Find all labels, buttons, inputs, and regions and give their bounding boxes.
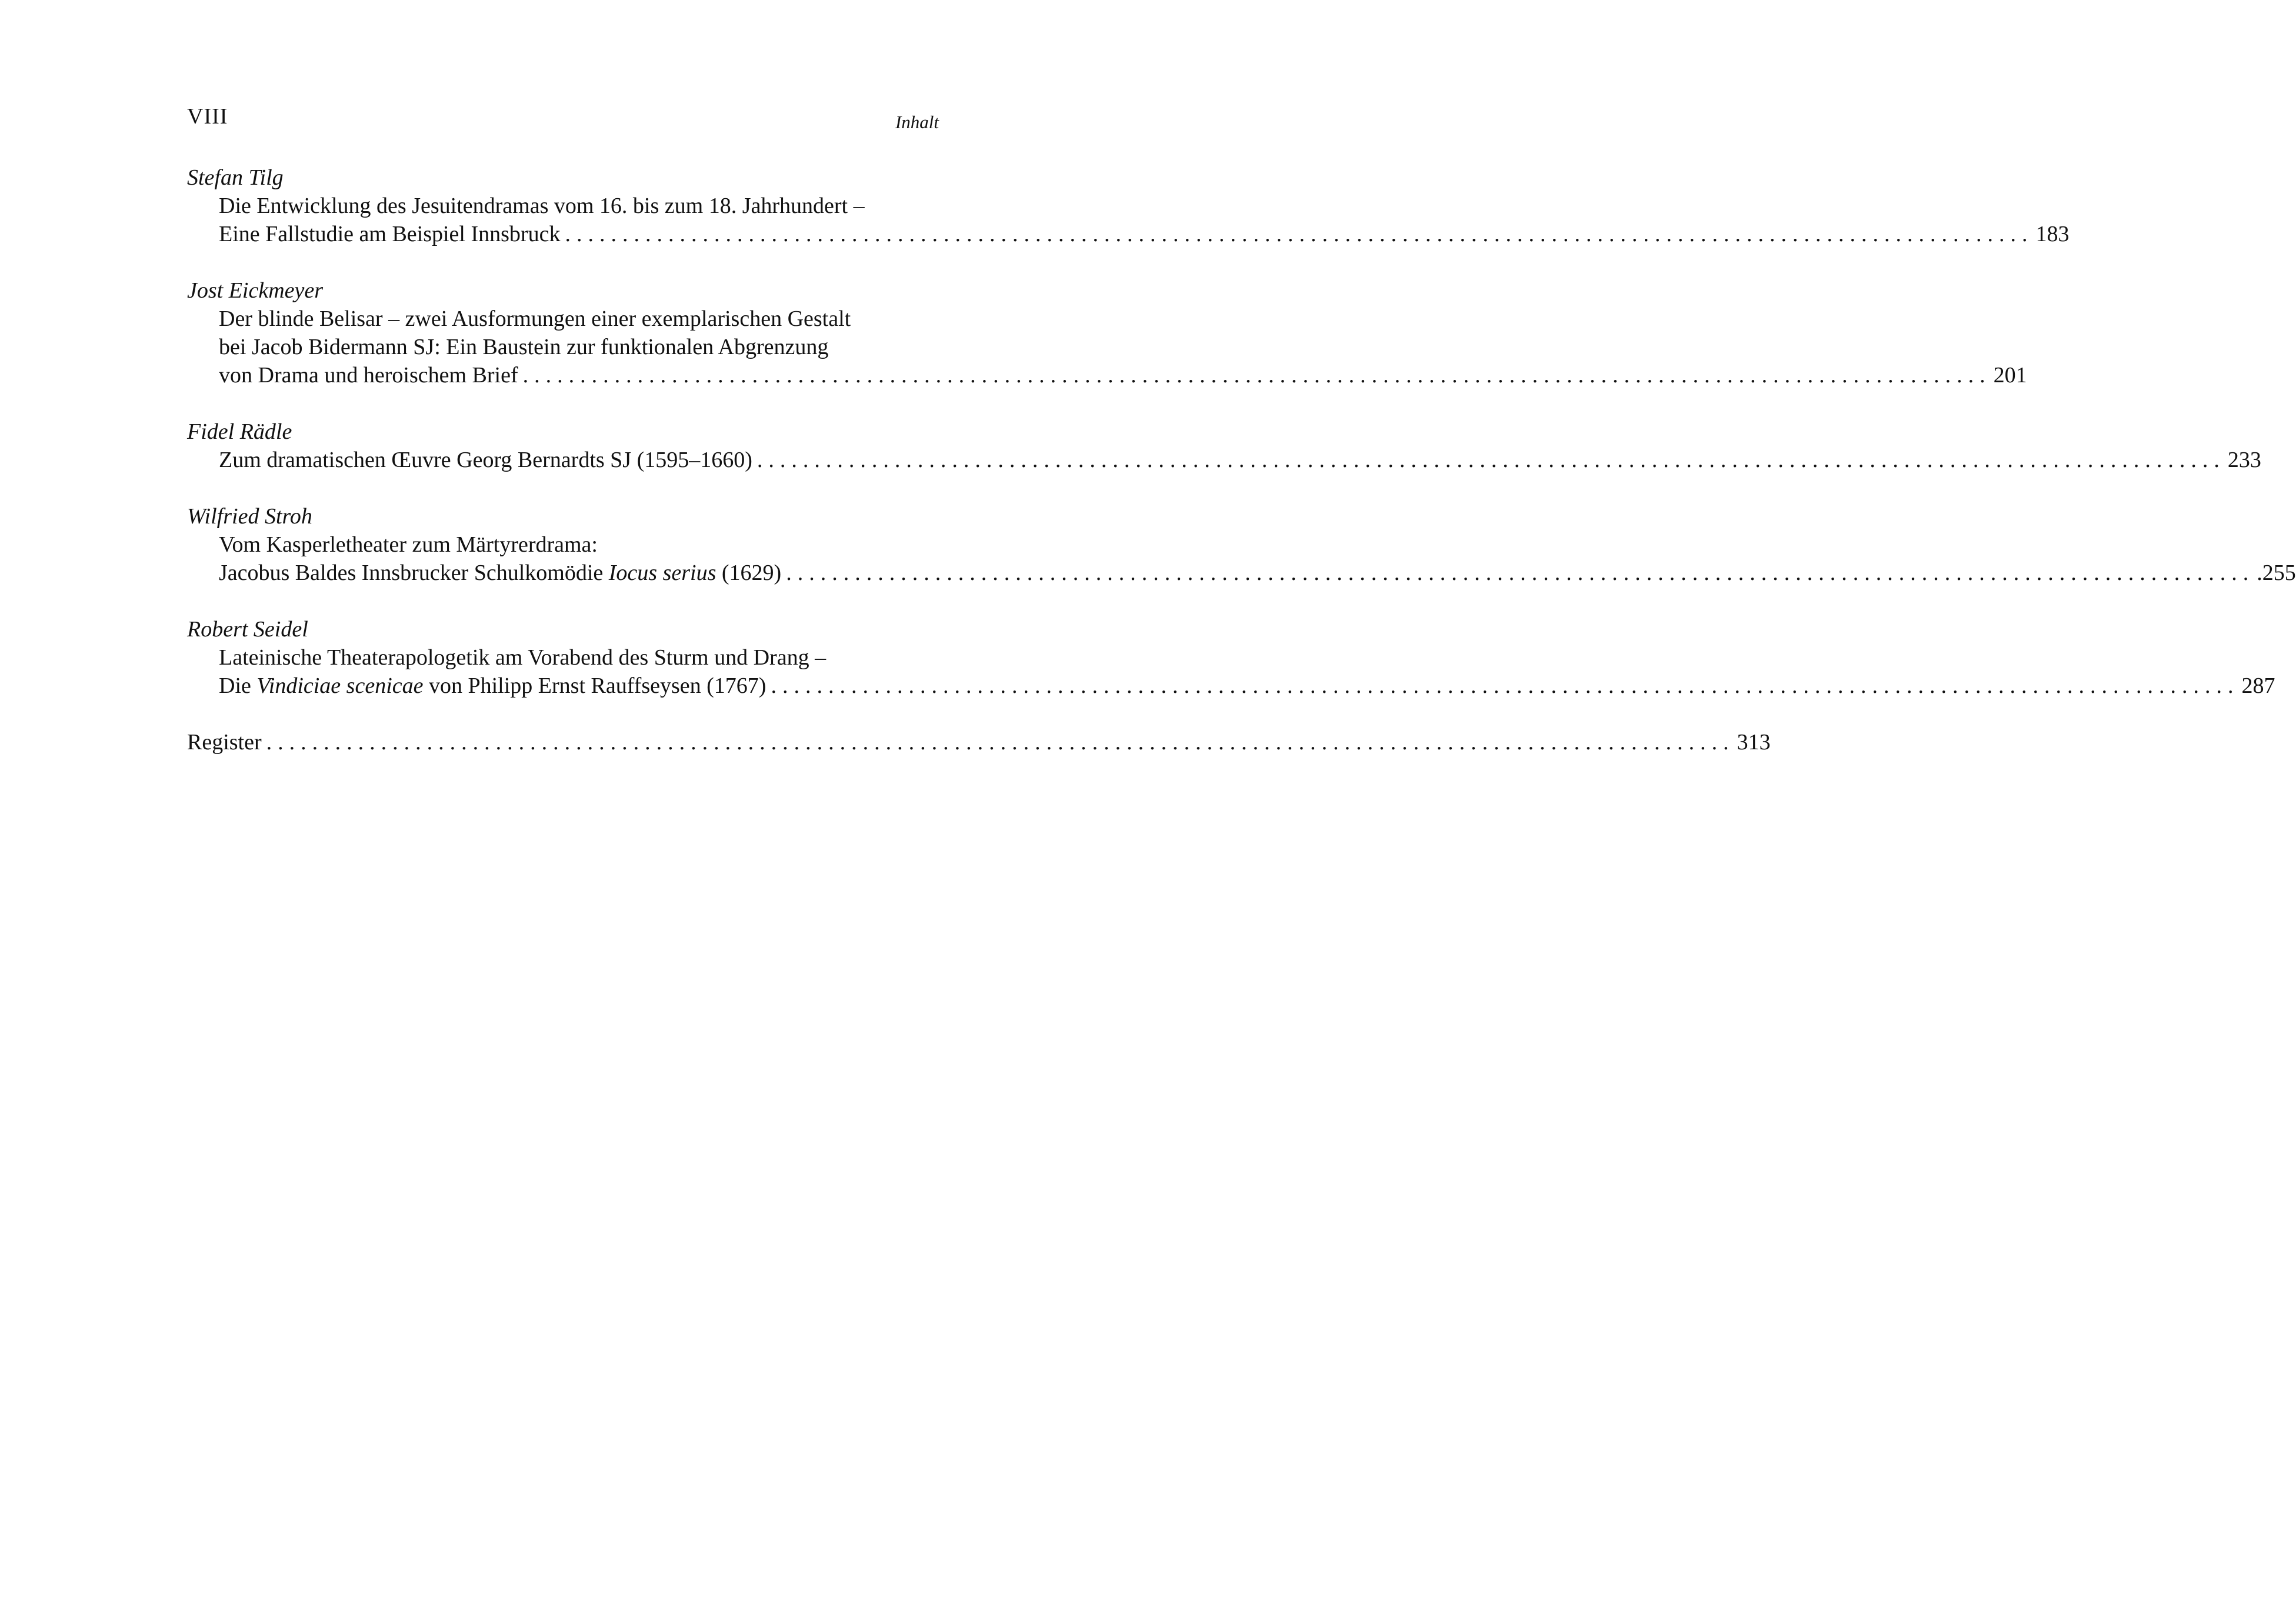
dot-leader: ................................................................................................................................ bbox=[266, 730, 1735, 755]
toc-entry bbox=[187, 418, 2261, 474]
dot-leader: ................................................................................................................................ bbox=[757, 448, 2225, 472]
title-text: Jacobus Baldes Innsbrucker Schulkomödie bbox=[219, 561, 609, 585]
title-last-line[interactable] bbox=[219, 559, 2296, 587]
title-line bbox=[219, 559, 781, 587]
title-last-line[interactable] bbox=[219, 672, 2275, 700]
title-last-line[interactable] bbox=[219, 446, 2261, 474]
page-ref[interactable]: 313 bbox=[1737, 730, 1771, 755]
entry-title bbox=[187, 192, 2070, 248]
running-title: Inhalt bbox=[895, 112, 939, 132]
page-number: VIII bbox=[187, 104, 228, 129]
page-ref[interactable]: 233 bbox=[2227, 448, 2261, 472]
title-line: Lateinische Theaterapologetik am Vorabend des Sturm und Drang – bbox=[219, 645, 827, 670]
entry-author: Fidel Rädle bbox=[187, 419, 292, 444]
title-line: Der blinde Belisar – zwei Ausformungen einer exemplarischen Gestalt bbox=[219, 306, 851, 331]
entry-title bbox=[187, 305, 2027, 389]
entry-author: Wilfried Stroh bbox=[187, 504, 312, 529]
register-entry[interactable] bbox=[187, 728, 1771, 756]
entry-title bbox=[187, 531, 2296, 587]
title-last-line[interactable] bbox=[219, 220, 2070, 248]
title-line: Die Entwicklung des Jesuitendramas vom 16. bis zum 18. Jahrhundert – bbox=[219, 194, 865, 218]
title-text: (1629) bbox=[716, 561, 782, 585]
page-ref[interactable]: 287 bbox=[2241, 673, 2275, 698]
title-text: Die bbox=[219, 673, 257, 698]
page-ref[interactable]: 201 bbox=[1993, 363, 2027, 388]
dot-leader: ................................................................................................................................ bbox=[786, 561, 2255, 585]
title-line: Zum dramatischen Œuvre Georg Bernardts SJ (1595–1660) bbox=[219, 448, 752, 472]
entry-title bbox=[187, 446, 2261, 474]
page-ref[interactable]: .255 bbox=[2257, 561, 2296, 585]
page-ref[interactable]: 183 bbox=[2035, 222, 2070, 246]
dot-leader: ................................................................................................................................ bbox=[522, 363, 1991, 388]
entry-author: Robert Seidel bbox=[187, 617, 308, 642]
title-line: bei Jacob Bidermann SJ: Ein Baustein zur funktionalen Abgrenzung bbox=[219, 335, 829, 359]
title-text-italic: Vindiciae scenicae bbox=[256, 673, 424, 698]
title-line: Vom Kasperletheater zum Märtyrerdrama: bbox=[219, 532, 598, 557]
title-line bbox=[219, 672, 766, 700]
entry-author: Stefan Tilg bbox=[187, 165, 284, 190]
entry-author: Jost Eickmeyer bbox=[187, 278, 324, 303]
toc-entry bbox=[187, 502, 2296, 587]
title-text: von Philipp Ernst Rauffseysen (1767) bbox=[423, 673, 767, 698]
register-label: Register bbox=[187, 730, 262, 755]
table-of-contents bbox=[187, 164, 2296, 756]
toc-entry bbox=[187, 276, 2027, 389]
title-text-italic: Iocus serius bbox=[608, 561, 717, 585]
title-line: von Drama und heroischem Brief bbox=[219, 363, 518, 388]
entry-title bbox=[187, 643, 2275, 700]
toc-entry bbox=[187, 615, 2275, 700]
title-line: Eine Fallstudie am Beispiel Innsbruck bbox=[219, 222, 561, 246]
title-last-line[interactable] bbox=[219, 361, 2027, 389]
dot-leader: ................................................................................................................................ bbox=[771, 673, 2240, 698]
dot-leader: ................................................................................................................................ bbox=[565, 222, 2034, 246]
toc-entry bbox=[187, 164, 2070, 248]
